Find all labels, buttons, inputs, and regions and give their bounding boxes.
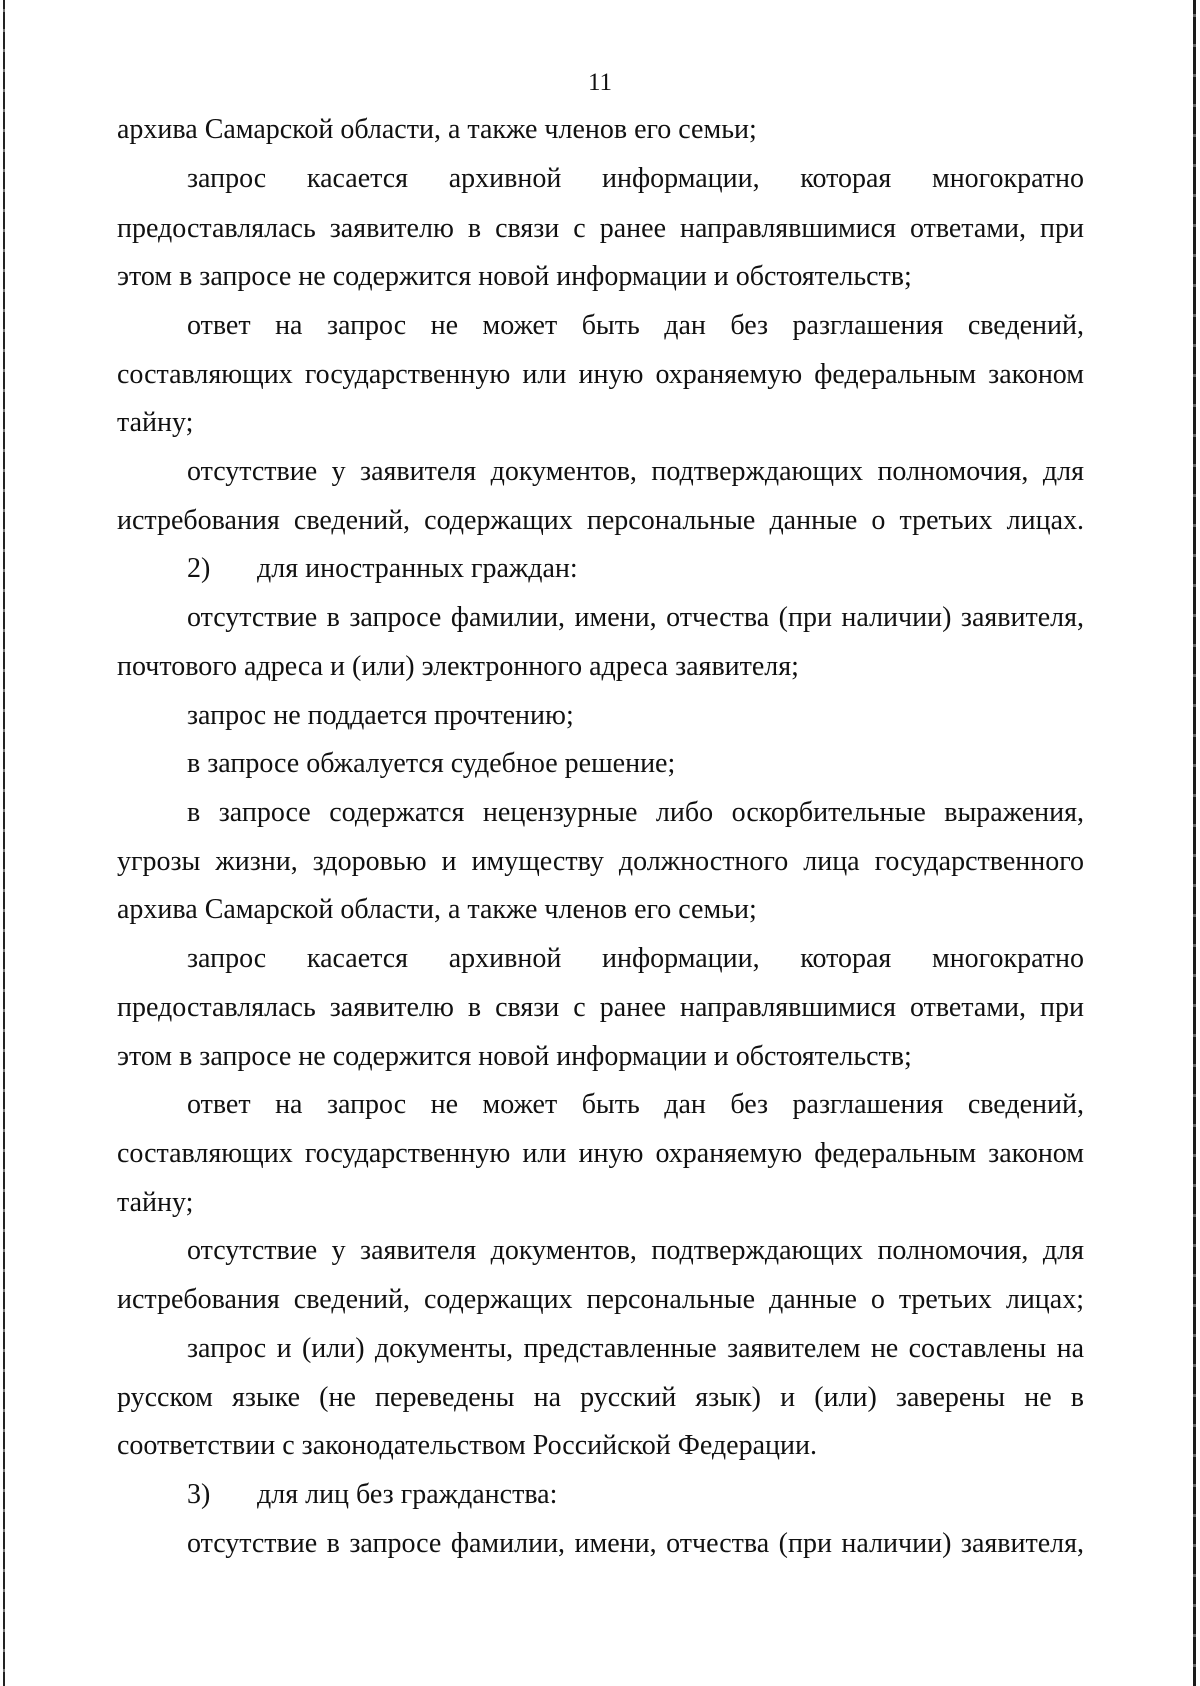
list-item-2	[187, 551, 1154, 587]
list-item-text: для лиц без гражданства:	[257, 1479, 558, 1510]
scan-edge-right	[1193, 0, 1196, 1686]
list-item-number: 3)	[187, 1479, 211, 1510]
list-item-3	[187, 1477, 1154, 1513]
text-line: отсутствие у заявителя документов, подтверждающих полномочия, для	[187, 456, 1084, 487]
text-line: запрос и (или) документы, представленные заявителем не составлены на	[187, 1333, 1084, 1364]
text-line: истребования сведений, содержащих персональные данные о третьих лицах;	[117, 1284, 1084, 1315]
text-line: предоставлялась заявителю в связи с ранее направлявшимися ответами, при	[117, 992, 1084, 1023]
page-number: 11	[587, 69, 613, 96]
text-line: отсутствие в запросе фамилии, имени, отчества (при наличии) заявителя,	[187, 602, 1084, 633]
text-line: почтового адреса и (или) электронного адреса заявителя;	[117, 651, 799, 682]
text-line: русском языке (не переведены на русский язык) и (или) заверены не в	[117, 1382, 1084, 1413]
text-line: составляющих государственную или иную охраняемую федеральным законом	[117, 359, 1084, 390]
text-line: в запросе содержатся нецензурные либо оскорбительные выражения,	[187, 797, 1084, 828]
text-line: в запросе обжалуется судебное решение;	[187, 748, 676, 779]
text-line: предоставлялась заявителю в связи с ранее направлявшимися ответами, при	[117, 213, 1084, 244]
text-line: тайну;	[117, 407, 194, 438]
text-line: отсутствие у заявителя документов, подтверждающих полномочия, для	[187, 1235, 1084, 1266]
text-line: ответ на запрос не может быть дан без разглашения сведений,	[187, 1089, 1084, 1120]
text-line: тайну;	[117, 1187, 194, 1218]
text-line: этом в запросе не содержится новой информации и обстоятельств;	[117, 1041, 912, 1072]
text-line: истребования сведений, содержащих персональные данные о третьих лицах.	[117, 505, 1084, 536]
list-item-number: 2)	[187, 553, 211, 584]
text-line: отсутствие в запросе фамилии, имени, отчества (при наличии) заявителя,	[187, 1528, 1084, 1559]
text-line: угрозы жизни, здоровью и имуществу должностного лица государственного	[117, 846, 1084, 877]
text-line: этом в запросе не содержится новой информации и обстоятельств;	[117, 261, 912, 292]
text-line: ответ на запрос не может быть дан без разглашения сведений,	[187, 310, 1084, 341]
text-line: составляющих государственную или иную охраняемую федеральным законом	[117, 1138, 1084, 1169]
scan-edge-left	[3, 0, 5, 1686]
text-line: запрос не поддается прочтению;	[187, 700, 574, 731]
text-line: архива Самарской области, а также членов его семьи;	[117, 894, 757, 925]
text-line: запрос касается архивной информации, которая многократно	[187, 163, 1084, 194]
text-line: запрос касается архивной информации, которая многократно	[187, 943, 1084, 974]
list-item-text: для иностранных граждан:	[257, 553, 578, 584]
text-line: архива Самарской области, а также членов его семьи;	[117, 114, 757, 145]
text-line: соответствии с законодательством Российской Федерации.	[117, 1430, 817, 1461]
